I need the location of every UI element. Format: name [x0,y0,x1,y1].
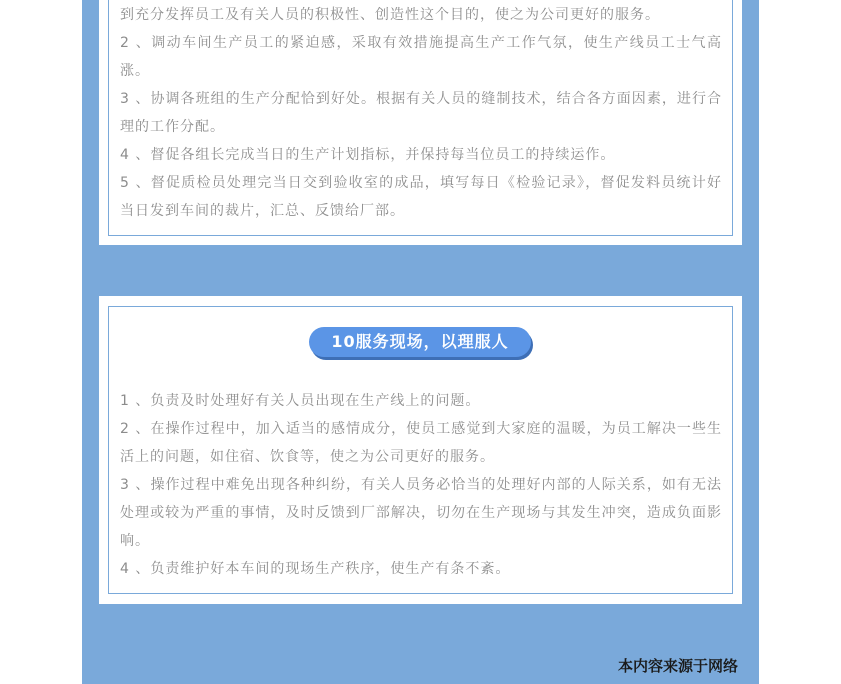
top-paragraph-list [120,1,722,225]
bottom-paragraph-list [120,387,722,583]
list-item: 到充分发挥员工及有关人员的积极性、创造性这个目的，使之为公司更好的服务。 [120,7,660,23]
bottom-content-card [99,296,742,604]
list-item: 1 、负责及时处理好有关人员出现在生产线上的问题。 [120,393,481,409]
source-note: 本内容来源于网络 [618,657,739,675]
list-item: 4 、负责维护好本车间的现场生产秩序，使生产有条不紊。 [120,561,511,577]
list-item: 2 、在操作过程中，加入适当的感情成分，使员工感觉到大家庭的温暖，为员工解决一些生活上的问题，如住宿、饮食等，使之为公司更好的服务。 [120,421,722,465]
list-item: 4 、督促各组长完成当日的生产计划指标，并保持每当位员工的持续运作。 [120,147,616,163]
section-title-badge: 10服务现场，以理服人 [309,327,531,357]
list-item: 3 、协调各班组的生产分配恰到好处。根据有关人员的缝制技术，结合各方面因素，进行合理的工作分配。 [120,91,722,135]
top-content-card [99,0,742,245]
list-item: 2 、调动车间生产员工的紧迫感，采取有效措施提高生产工作气氛，使生产线员工士气高涨。 [120,35,722,79]
list-item: 5 、督促质检员处理完当日交到验收室的成品，填写每日《检验记录》，督促发料员统计好当日发到车间的裁片，汇总、反馈给厂部。 [120,175,722,219]
list-item: 3 、操作过程中难免出现各种纠纷，有关人员务必恰当的处理好内部的人际关系，如有无法处理或较为严重的事情，及时反馈到厂部解决，切勿在生产现场与其发生冲突，造成负面影响。 [120,477,722,549]
